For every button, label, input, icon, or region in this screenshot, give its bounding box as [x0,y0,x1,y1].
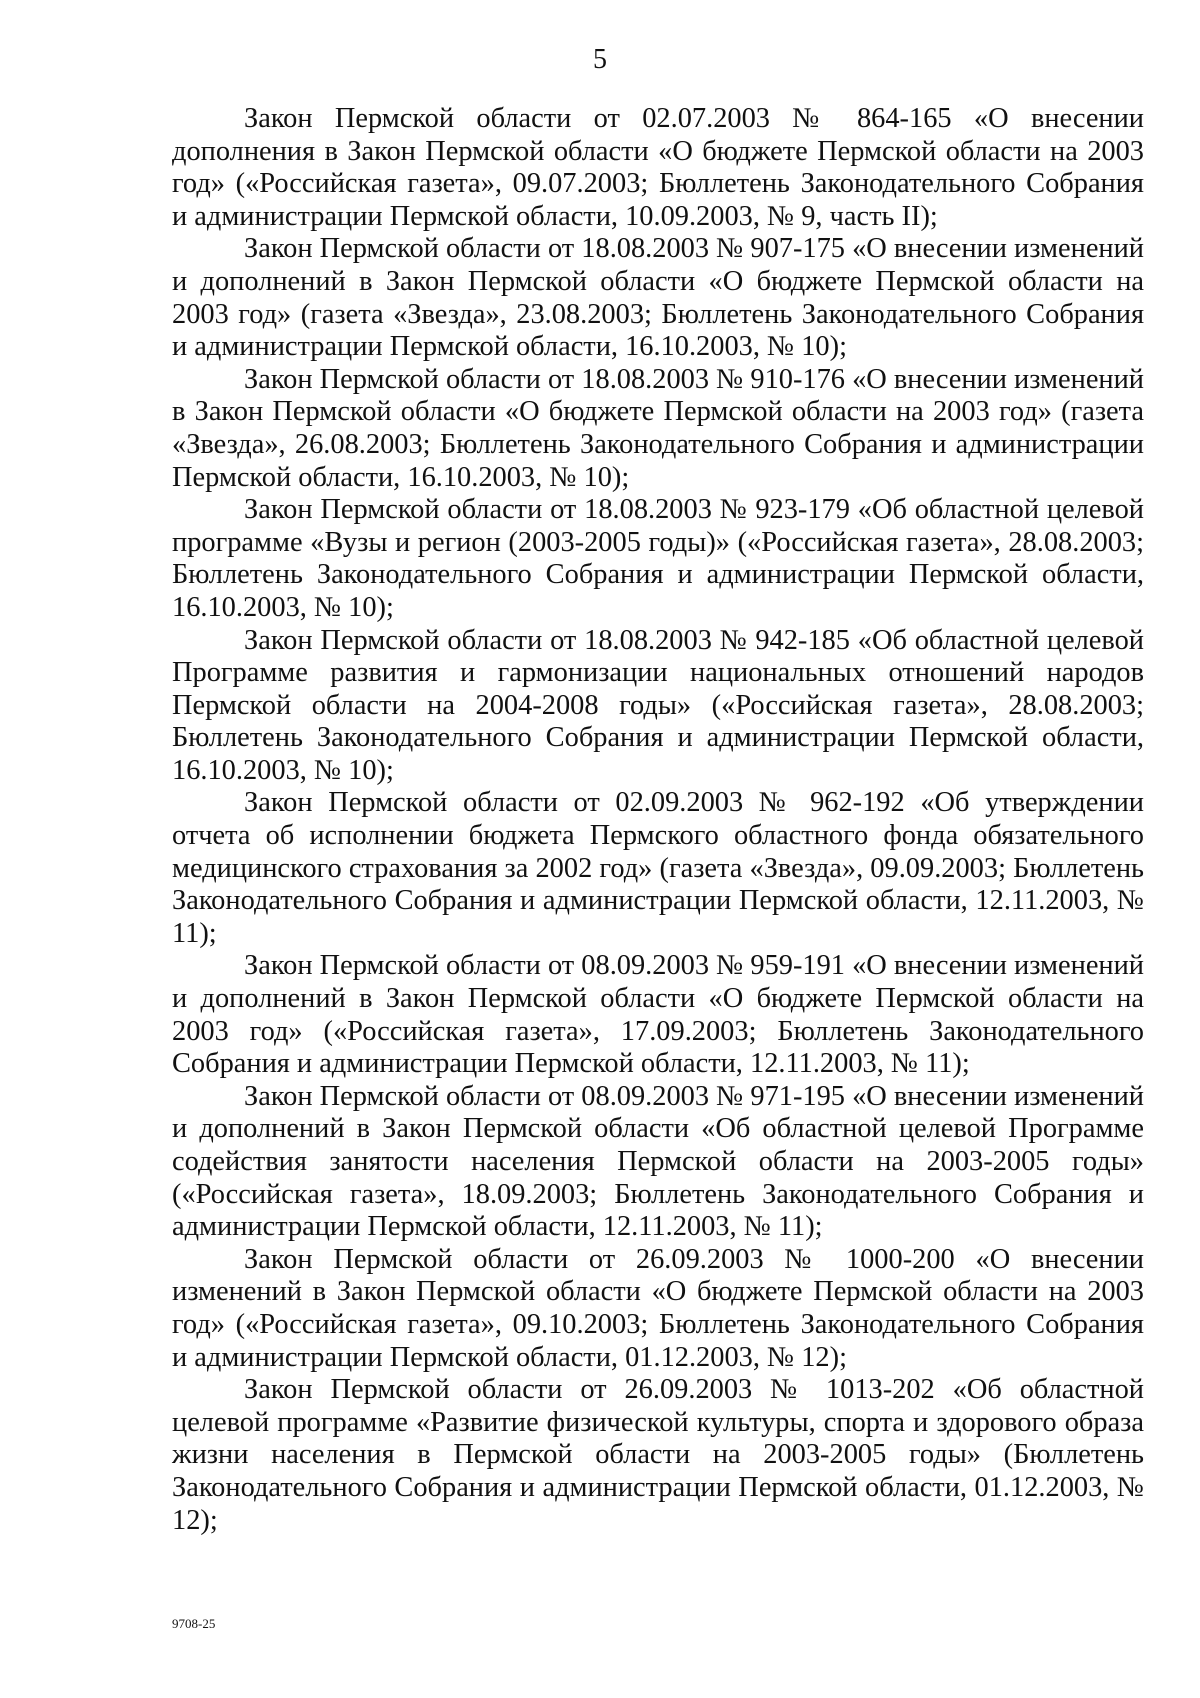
law-paragraph-8: Закон Пермской области от 08.09.2003 № 971-195 «О внесении изменений и дополнений в Закон Пермской области «Об областной целевой Программе содействия занятости населения Пермской области на 2003-2005 годы» («Российская газета», 18.09.2003; Бюллетень Законодательного Собрания и администрации Пермской области, 12.11.2003, № 11); [172,1080,1144,1243]
law-paragraph-6: Закон Пермской области от 02.09.2003 № 962-192 «Об утверждении отчета об исполнении бюджета Пермского областного фонда обязательного медицинского страхования за 2002 год» (газета «Звезда», 09.09.2003; Бюллетень Законодательного Собрания и администрации Пермской области, 12.11.2003, № 11); [172,787,1144,949]
law-paragraph-10: Закон Пермской области от 26.09.2003 № 1013-202 «Об областной целевой программе «Развитие физической культуры, спорта и здорового образа жизни населения в Пермской области на 2003-2005 годы» (Бюллетень Законодательного Собрания и администрации Пермской области, 01.12.2003, № 12); [172,1374,1144,1536]
footer-document-code: 9708-25 [172,1616,216,1631]
law-paragraph-4: Закон Пермской области от 18.08.2003 № 923-179 «Об областной целевой программе «Вузы и регион (2003-2005 годы)» («Российская газета», 28.08.2003; Бюллетень Законодательного Собрания и администрации Пермской области, 16.10.2003, № 10); [172,494,1144,623]
law-paragraph-5: Закон Пермской области от 18.08.2003 № 942-185 «Об областной целевой Программе развития и гармонизации национальных отношений народов Пермской области на 2004-2008 годы» («Российская газета», 28.08.2003; Бюллетень Законодательного Собрания и администрации Пермской области, 16.10.2003, № 10); [172,624,1144,786]
page-number: 5 [593,44,607,75]
document-body [172,103,1144,1537]
law-paragraph-7: Закон Пермской области от 08.09.2003 № 959-191 «О внесении изменений и дополнений в Закон Пермской области «О бюджете Пермской области на 2003 год» («Российская газета», 17.09.2003; Бюллетень Законодательного Собрания и администрации Пермской области, 12.11.2003, № 11); [172,950,1144,1080]
law-paragraph-9: Закон Пермской области от 26.09.2003 № 1000-200 «О внесении изменений в Закон Пермской области «О бюджете Пермской области на 2003 год» («Российская газета», 09.10.2003; Бюллетень Законодательного Собрания и администрации Пермской области, 01.12.2003, № 12); [172,1243,1144,1373]
law-paragraph-2: Закон Пермской области от 18.08.2003 № 907-175 «О внесении изменений и дополнений в Закон Пермской области «О бюджете Пермской области на 2003 год» (газета «Звезда», 23.08.2003; Бюллетень Законодательного Собрания и администрации Пермской области, 16.10.2003, № 10); [172,233,1144,363]
law-paragraph-1: Закон Пермской области от 02.07.2003 № 864-165 «О внесении дополнения в Закон Пермской области «О бюджете Пермской области на 2003 год» («Российская газета», 09.07.2003; Бюллетень Законодательного Собрания и администрации Пермской области, 10.09.2003, № 9, часть II); [172,103,1144,232]
law-paragraph-3: Закон Пермской области от 18.08.2003 № 910-176 «О внесении изменений в Закон Пермской области «О бюджете Пермской области на 2003 год» (газета «Звезда», 26.08.2003; Бюллетень Законодательного Собрания и администрации Пермской области, 16.10.2003, № 10); [172,363,1144,493]
